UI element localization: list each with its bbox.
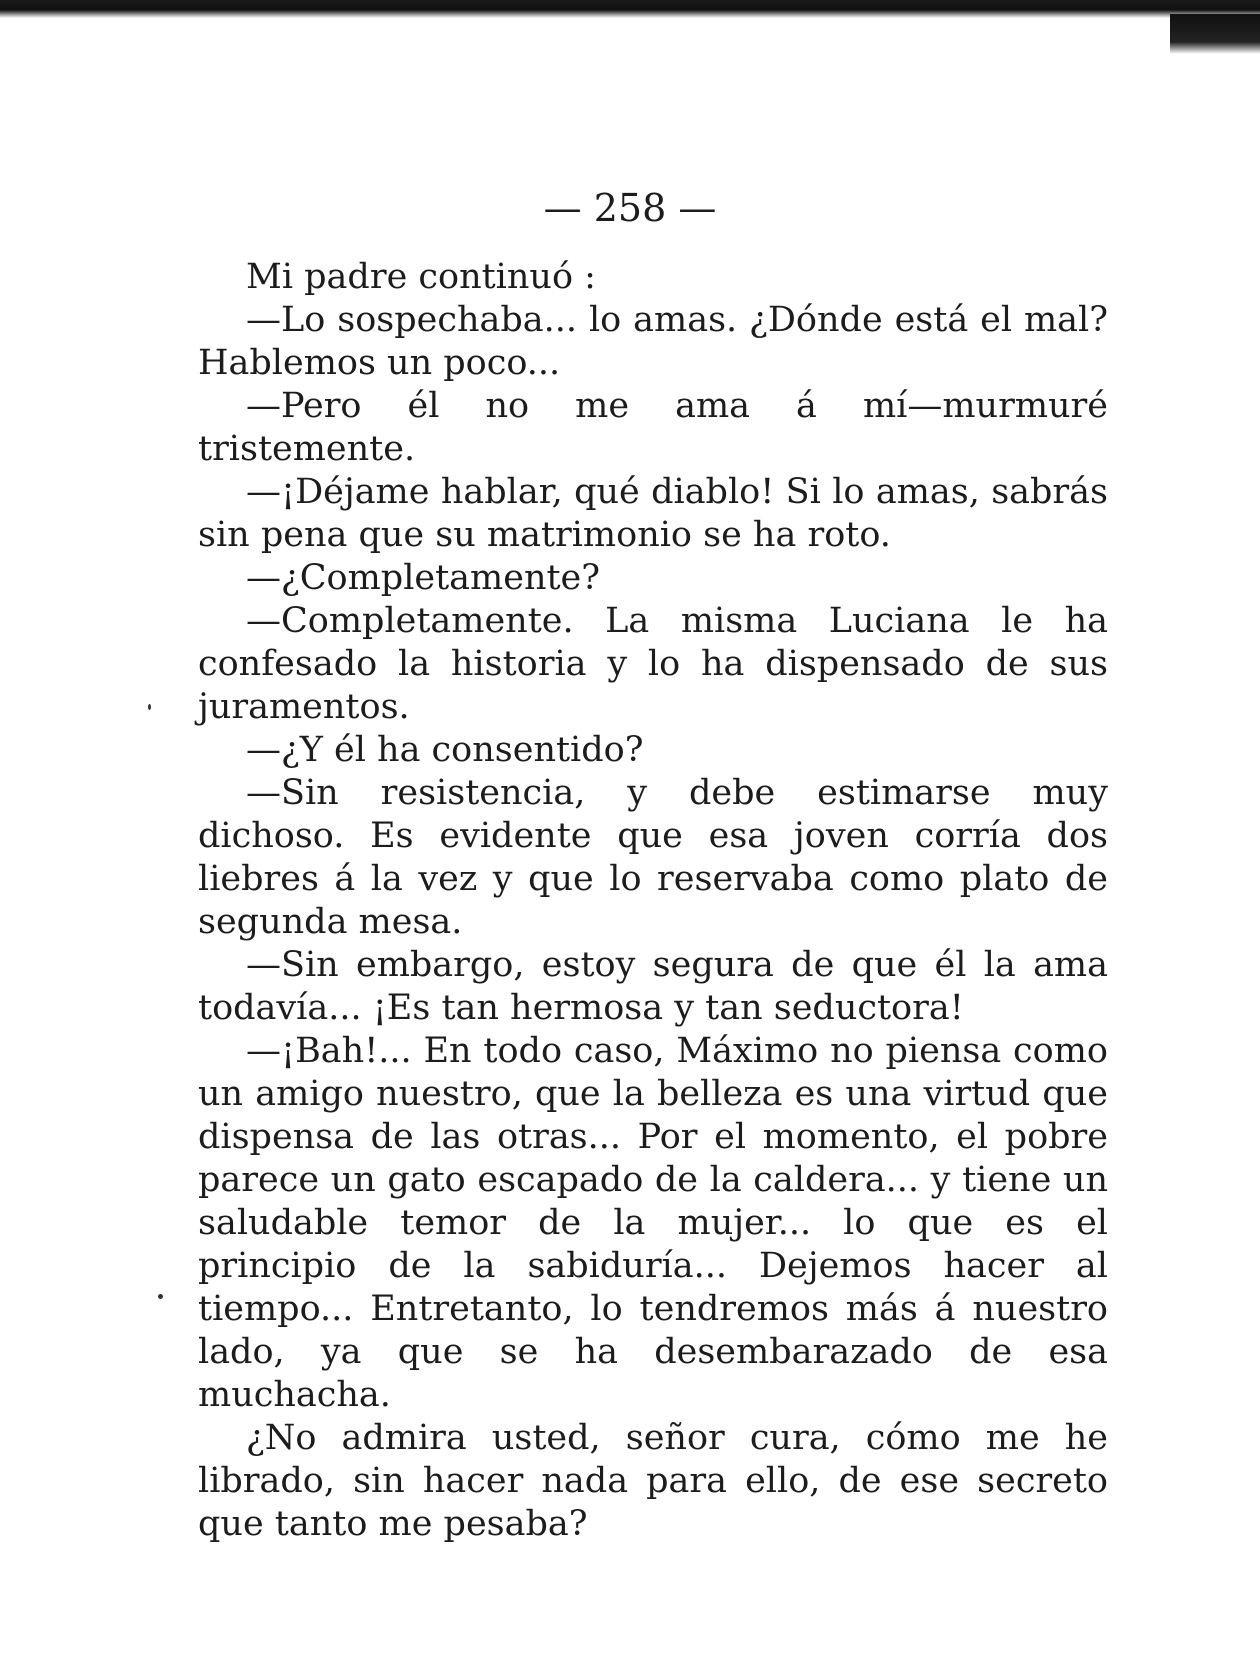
scan-edge-shadow (0, 0, 1260, 18)
scan-corner-shadow (1170, 14, 1260, 54)
paragraph: —¡Bah!... En todo caso, Máximo no piensa como un amigo nuestro, que la belleza es una virtud que dispensa de las otras... Por el momento, el pobre parece un gato escapado de la caldera... y tiene un saludable temor de la mujer... lo que es el principio de la sabiduría... Dejemos hacer al tiempo... Entretanto, lo tendremos más á nuestro lado, ya que se ha desembarazado de esa muchacha. (198, 1031, 1108, 1415)
paragraph: ¿No admira usted, señor cura, cómo me he librado, sin hacer nada para ello, de ese secreto que tanto me pesaba? (198, 1418, 1108, 1544)
paragraph: —¿Y él ha consentido? (246, 730, 644, 770)
scan-speck (158, 1294, 163, 1299)
paragraph: —Sin resistencia, y debe estimarse muy dichoso. Es evidente que esa joven corría dos liebres á la vez y que lo reservaba como plato de segunda mesa. (198, 773, 1108, 942)
paragraph: —Sin embargo, estoy segura de que él la ama todavía... ¡Es tan hermosa y tan seductora! (198, 945, 1108, 1028)
paragraph: Mi padre continuó : (246, 257, 596, 297)
page-body (198, 256, 1108, 1546)
paragraph: —Lo sospechaba... lo amas. ¿Dónde está el mal? Hablemos un poco... (198, 300, 1108, 383)
paragraph: —Completamente. La misma Luciana le ha confesado la historia y lo ha dispensado de sus juramentos. (198, 601, 1108, 727)
page-number: — 258 — (543, 186, 717, 230)
paragraph: —¡Déjame hablar, qué diablo! Si lo amas, sabrás sin pena que su matrimonio se ha roto. (198, 472, 1108, 555)
paragraph: —¿Completamente? (246, 558, 601, 598)
scan-speck (148, 704, 151, 710)
paragraph: —Pero él no me ama á mí—murmuré tristemente. (198, 386, 1108, 469)
